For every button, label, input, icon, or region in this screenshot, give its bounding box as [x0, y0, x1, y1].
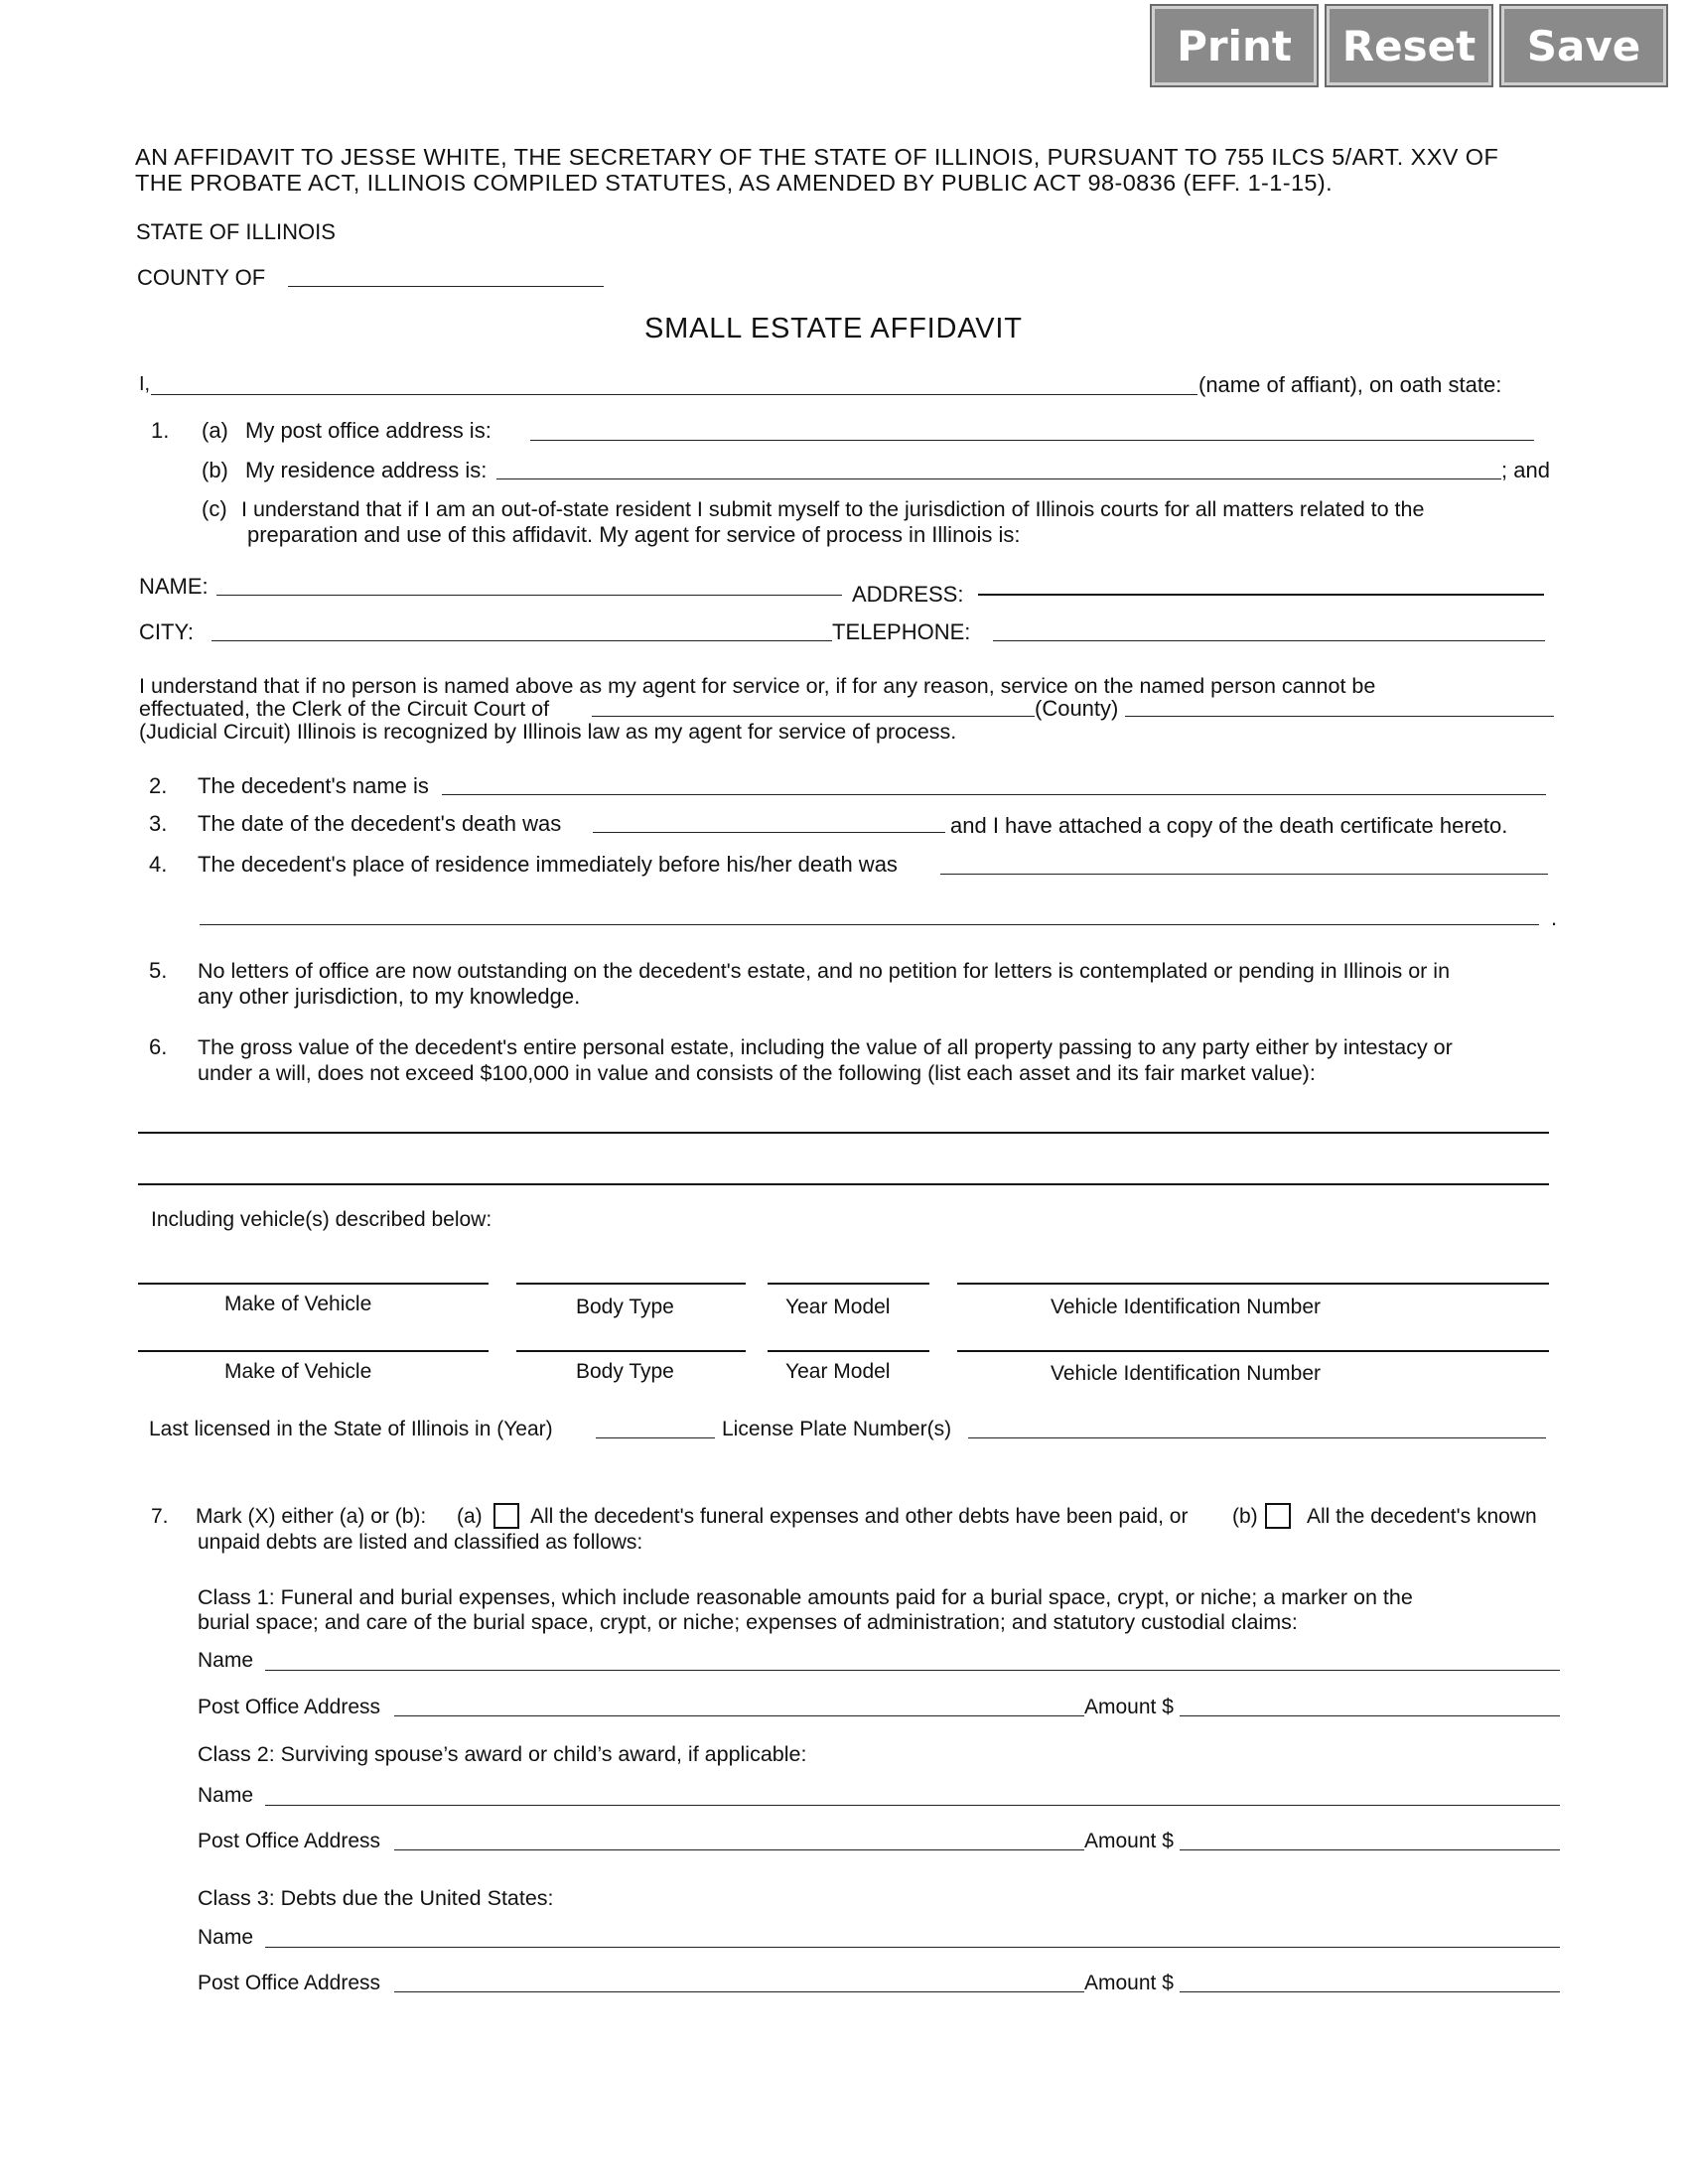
item-5-number: 5. — [149, 958, 168, 983]
affiant-prefix: I, — [139, 373, 151, 395]
license-plate-label: License Plate Number(s) — [722, 1418, 952, 1440]
item-3-number: 3. — [149, 811, 168, 836]
assets-field-2[interactable] — [138, 1183, 1549, 1185]
vehicle-2-vin-field[interactable] — [957, 1350, 1549, 1352]
agent-city-field[interactable] — [211, 639, 832, 641]
vehicle-1-make-label: Make of Vehicle — [224, 1293, 372, 1315]
class-3-po-field[interactable] — [394, 1990, 1084, 1992]
item-5-line-1: No letters of office are now outstanding on the decedent's estate, and no petition for letters is contemplated or pending in Illinois or in — [198, 959, 1451, 983]
license-plate-field[interactable] — [968, 1436, 1546, 1438]
vehicle-1-make-field[interactable] — [138, 1283, 489, 1285]
last-licensed-label: Last licensed in the State of Illinois in (Year) — [149, 1418, 553, 1440]
assets-field-1[interactable] — [138, 1132, 1549, 1134]
print-button[interactable]: Print — [1152, 6, 1317, 85]
residence-and-text: ; and — [1501, 458, 1550, 482]
vehicle-2-body-field[interactable] — [516, 1350, 746, 1352]
affiant-suffix: (name of affiant), on oath state: — [1198, 372, 1502, 397]
vehicle-1-year-field[interactable] — [768, 1283, 929, 1285]
header-line-1: AN AFFIDAVIT TO JESSE WHITE, THE SECRETARY OF THE STATE OF ILLINOIS, PURSUANT TO 755 ILCS 5/ART. XXV OF — [135, 144, 1499, 170]
class-2-amount-label: Amount $ — [1084, 1830, 1174, 1852]
death-certificate-text: and I have attached a copy of the death certificate hereto. — [950, 813, 1508, 838]
item-7-line-2: unpaid debts are listed and classified as follows: — [198, 1531, 643, 1554]
class-3-amount-field[interactable] — [1180, 1990, 1560, 1992]
vehicle-1-vin-field[interactable] — [957, 1283, 1549, 1285]
agent-telephone-label: TELEPHONE: — [832, 619, 971, 644]
last-licensed-year-field[interactable] — [596, 1436, 715, 1438]
item-6-line-1: The gross value of the decedent's entire personal estate, including the value of all property passing to any party either by intestacy or — [198, 1035, 1453, 1059]
option-a-text: All the decedent's funeral expenses and other debts have been paid, or — [530, 1505, 1189, 1528]
residence-before-death-field-1[interactable] — [940, 873, 1548, 875]
header-line-2: THE PROBATE ACT, ILLINOIS COMPILED STATUTES, AS AMENDED BY PUBLIC ACT 98-0836 (EFF. 1-1-15). — [135, 170, 1334, 196]
residence-address-field[interactable] — [496, 478, 1501, 479]
death-date-label: The date of the decedent's death was — [198, 811, 562, 836]
class-2-po-label: Post Office Address — [198, 1830, 381, 1852]
vehicle-2-vin-label: Vehicle Identification Number — [1051, 1362, 1321, 1385]
post-office-address-label: My post office address is: — [245, 418, 492, 443]
item-6-number: 6. — [149, 1034, 168, 1059]
class-3-amount-label: Amount $ — [1084, 1972, 1174, 1994]
class-3-name-label: Name — [198, 1926, 254, 1949]
item-7-instruction: Mark (X) either (a) or (b): — [196, 1505, 427, 1528]
class-2-name-label: Name — [198, 1784, 254, 1807]
item-7-number: 7. — [151, 1505, 169, 1528]
agent-telephone-field[interactable] — [993, 639, 1545, 641]
item-1b-label: (b) — [202, 458, 228, 482]
class-1-line-1: Class 1: Funeral and burial expenses, which include reasonable amounts paid for a burial space, crypt, or niche; a marker on the — [198, 1585, 1413, 1609]
clerk-county-field[interactable] — [592, 715, 1035, 717]
county-label: COUNTY OF — [137, 265, 266, 290]
class-2-name-field[interactable] — [265, 1804, 1560, 1806]
reset-button[interactable]: Reset — [1327, 6, 1491, 85]
item-5-line-2: any other jurisdiction, to my knowledge. — [198, 984, 581, 1009]
residence-address-label: My residence address is: — [245, 458, 488, 482]
vehicle-2-year-field[interactable] — [768, 1350, 929, 1352]
form-title: SMALL ESTATE AFFIDAVIT — [644, 313, 1023, 344]
agent-name-label: NAME: — [139, 574, 209, 599]
state-label: STATE OF ILLINOIS — [136, 219, 336, 244]
item-1c-label: (c) — [202, 496, 227, 521]
option-b-checkbox[interactable] — [1265, 1503, 1291, 1529]
vehicle-2-make-field[interactable] — [138, 1350, 489, 1352]
clerk-line-1: I understand that if no person is named above as my agent for service or, if for any reason, service on the named person cannot be — [139, 674, 1376, 698]
item-1-number: 1. — [151, 418, 170, 443]
class-2-po-field[interactable] — [394, 1848, 1084, 1850]
item-6-line-2: under a will, does not exceed $100,000 in value and consists of the following (list each asset and its fair market value): — [198, 1061, 1316, 1085]
vehicles-intro: Including vehicle(s) described below: — [151, 1208, 492, 1231]
class-3-heading: Class 3: Debts due the United States: — [198, 1886, 554, 1910]
clerk-circuit-field[interactable] — [1125, 715, 1554, 717]
vehicle-1-year-label: Year Model — [785, 1296, 891, 1318]
class-2-amount-field[interactable] — [1180, 1848, 1560, 1850]
class-1-name-label: Name — [198, 1649, 254, 1672]
class-1-line-2: burial space; and care of the burial space, crypt, or niche; expenses of administration; and statutory custodial claims: — [198, 1610, 1298, 1634]
option-a-checkbox[interactable] — [493, 1503, 519, 1529]
option-a-label: (a) — [457, 1505, 483, 1528]
option-b-text: All the decedent's known — [1307, 1505, 1537, 1528]
item-1a-label: (a) — [202, 418, 228, 443]
item-4-number: 4. — [149, 852, 168, 877]
agent-address-field[interactable] — [978, 594, 1544, 596]
class-3-name-field[interactable] — [265, 1946, 1560, 1948]
vehicle-2-make-label: Make of Vehicle — [224, 1360, 372, 1383]
item-4-period: . — [1551, 905, 1558, 930]
class-1-amount-field[interactable] — [1180, 1714, 1560, 1716]
agent-address-label: ADDRESS: — [852, 582, 964, 607]
death-date-field[interactable] — [593, 831, 945, 833]
decedent-name-field[interactable] — [442, 793, 1546, 795]
clerk-line-2a: effectuated, the Clerk of the Circuit Court of — [139, 697, 550, 721]
option-b-label: (b) — [1232, 1505, 1258, 1528]
agent-city-label: CITY: — [139, 619, 195, 644]
vehicle-2-body-label: Body Type — [576, 1360, 674, 1383]
class-3-po-label: Post Office Address — [198, 1972, 381, 1994]
post-office-address-field[interactable] — [530, 439, 1534, 441]
class-1-amount-label: Amount $ — [1084, 1696, 1174, 1718]
class-2-heading: Class 2: Surviving spouse’s award or child’s award, if applicable: — [198, 1742, 807, 1766]
affiant-name-field[interactable] — [151, 393, 1197, 395]
item-1c-line-1: I understand that if I am an out-of-state resident I submit myself to the jurisdiction of Illinois courts for all matters related to the — [241, 497, 1425, 521]
clerk-line-3: (Judicial Circuit) Illinois is recognized by Illinois law as my agent for service of process. — [139, 720, 957, 744]
agent-name-field[interactable] — [216, 594, 842, 596]
class-1-name-field[interactable] — [265, 1669, 1560, 1671]
save-button[interactable]: Save — [1501, 6, 1666, 85]
form-toolbar — [1152, 6, 1666, 85]
residence-before-death-field-2[interactable] — [200, 923, 1539, 925]
vehicle-2-year-label: Year Model — [785, 1360, 891, 1383]
class-1-po-label: Post Office Address — [198, 1696, 381, 1718]
item-2-number: 2. — [149, 773, 168, 798]
vehicle-1-body-label: Body Type — [576, 1296, 674, 1318]
decedent-name-label: The decedent's name is — [198, 773, 429, 798]
vehicle-1-vin-label: Vehicle Identification Number — [1051, 1296, 1321, 1318]
class-1-po-field[interactable] — [394, 1714, 1084, 1716]
residence-before-death-label: The decedent's place of residence immediately before his/her death was — [198, 852, 898, 877]
item-1c-line-2: preparation and use of this affidavit. My agent for service of process in Illinois is: — [247, 522, 1021, 547]
county-field[interactable] — [288, 285, 604, 287]
clerk-county-label: (County) — [1035, 696, 1119, 721]
vehicle-1-body-field[interactable] — [516, 1283, 746, 1285]
